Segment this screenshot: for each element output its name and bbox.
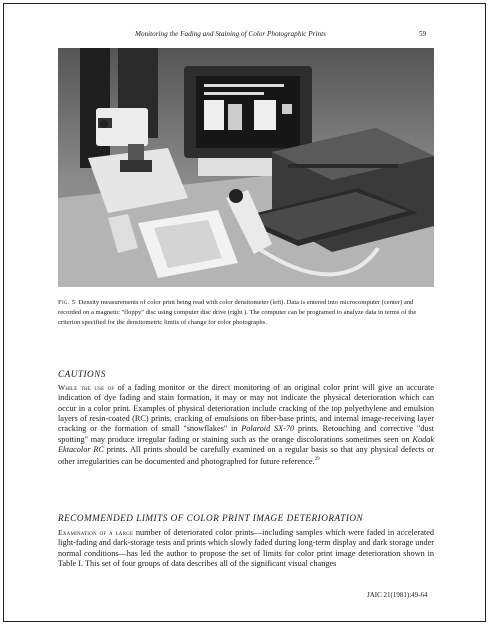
page-number: 59 xyxy=(419,30,427,38)
caption-label: Fig. 5 xyxy=(58,299,76,306)
footnote-ref: 29 xyxy=(314,457,320,463)
running-header: Monitoring the Fading and Staining of Color Photographic Prints xyxy=(135,30,326,38)
lead-in: While the use of xyxy=(58,383,115,392)
densitometer-computer-photo xyxy=(58,48,434,287)
lead-in: Examination of a large xyxy=(58,528,134,537)
journal-citation: JAIC 21(1981):49-64 xyxy=(367,591,428,599)
paragraph-limits: Examination of a large number of deteriorated color prints—including samples which were faded in accelerated light-fading and dark-storage tests and prints which slowly faded during long-term display and dark storage under normal conditions—has led the author to propose the set of limits for color print image deterioration shown in Table I. This set of four groups of data describes all of the significant visual changes xyxy=(58,528,434,569)
caption-text: Density measurements of color print being read with color densitometer (left). Data is entered into microcomputer (center) and recorded on a magnetic "floppy" disc using computer disc drive (right ). The computer can be programed to analyze data in terms of the criterion specified for the densitometric limits of change for color photographs. xyxy=(58,299,417,327)
figure-caption xyxy=(58,298,436,329)
heading-recommended-limits: RECOMMENDED LIMITS OF COLOR PRINT IMAGE DETERIORATION xyxy=(58,513,364,523)
figure-photo xyxy=(58,48,434,287)
paragraph-cautions: While the use of of a fading monitor or the direct monitoring of an original color print will give an accurate indication of dye fading and stain formation, it may or may not indicate the physical deterioration which can occur in a color print. Examples of physical deterioration include cracking of the top polyethylene and emulsion layers of resin-coated (RC) prints, cracking of emulsions on fiber-base prints, and internal image-receiving layer cracking or the formation of small "snowflakes" in Polaroid SX-70 prints. Retouching and corrective "dust spotting" may produce irregular fading or staining such as the orange discolorations sometimes seen on Kodak Ektacolor RC prints. All prints should be carefully examined on a regular basis so that any physical defects or other irregularities can be documented and photographed for future reference.$^{29}$ xyxy=(58,383,434,467)
heading-cautions: CAUTIONS xyxy=(58,369,106,379)
